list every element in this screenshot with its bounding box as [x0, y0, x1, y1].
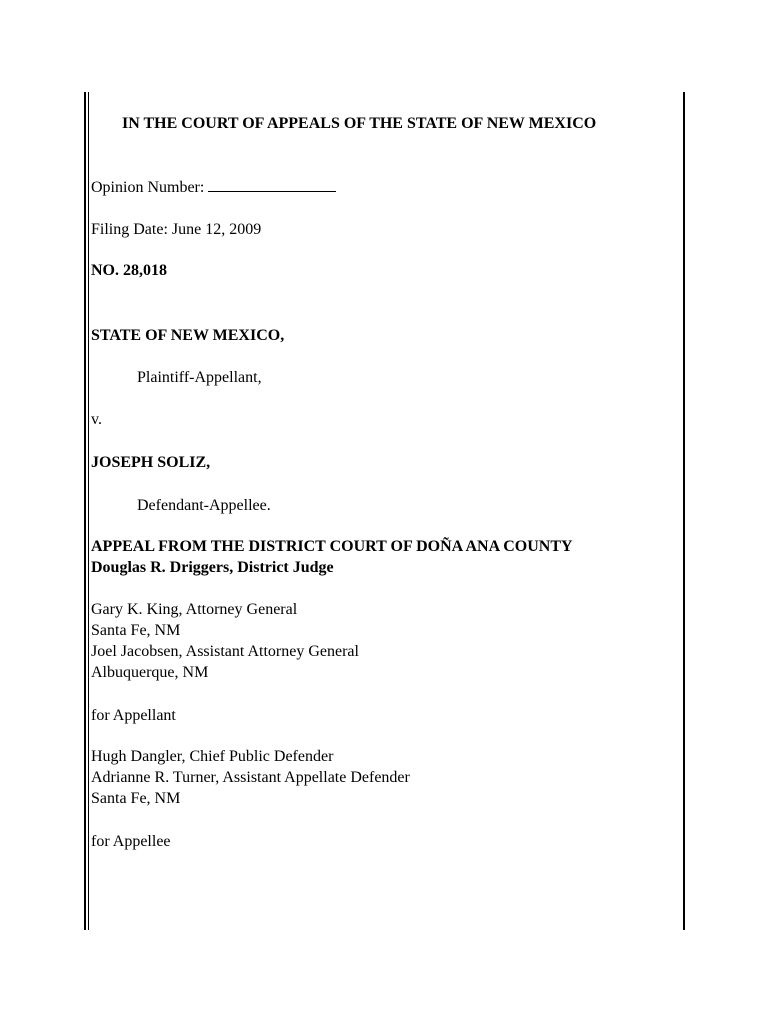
appellee-counsel-line: Santa Fe, NM	[91, 790, 181, 807]
appeal-from: APPEAL FROM THE DISTRICT COURT OF DOÑA ANA COUNTY	[91, 538, 573, 555]
plaintiff-name: STATE OF NEW MEXICO,	[91, 327, 285, 344]
plaintiff-role: Plaintiff-Appellant,	[137, 369, 262, 386]
district-judge: Douglas R. Driggers, District Judge	[91, 559, 334, 576]
appellant-counsel-line: Santa Fe, NM	[91, 622, 181, 639]
appellant-counsel-line: Gary K. King, Attorney General	[91, 601, 298, 618]
appellant-counsel-line: Joel Jacobsen, Assistant Attorney General	[91, 643, 359, 660]
court-title: IN THE COURT OF APPEALS OF THE STATE OF NEW MEXICO	[122, 115, 597, 132]
defendant-role: Defendant-Appellee.	[137, 497, 271, 514]
opinion-number-line	[91, 177, 336, 198]
docket-number: NO. 28,018	[91, 262, 167, 279]
opinion-number-blank	[208, 177, 336, 192]
for-appellant: for Appellant	[91, 707, 176, 724]
left-margin-rule-inner	[88, 92, 89, 930]
filing-date: Filing Date: June 12, 2009	[91, 221, 262, 238]
right-margin-rule	[683, 92, 685, 930]
appellee-counsel-line: Adrianne R. Turner, Assistant Appellate Defender	[91, 769, 410, 786]
for-appellee: for Appellee	[91, 833, 171, 850]
opinion-number-label: Opinion Number:	[91, 179, 205, 196]
left-margin-rule	[84, 92, 86, 930]
appellant-counsel-line: Albuquerque, NM	[91, 664, 209, 681]
defendant-name: JOSEPH SOLIZ,	[91, 454, 211, 471]
versus: v.	[91, 411, 102, 428]
appellee-counsel-line: Hugh Dangler, Chief Public Defender	[91, 748, 334, 765]
